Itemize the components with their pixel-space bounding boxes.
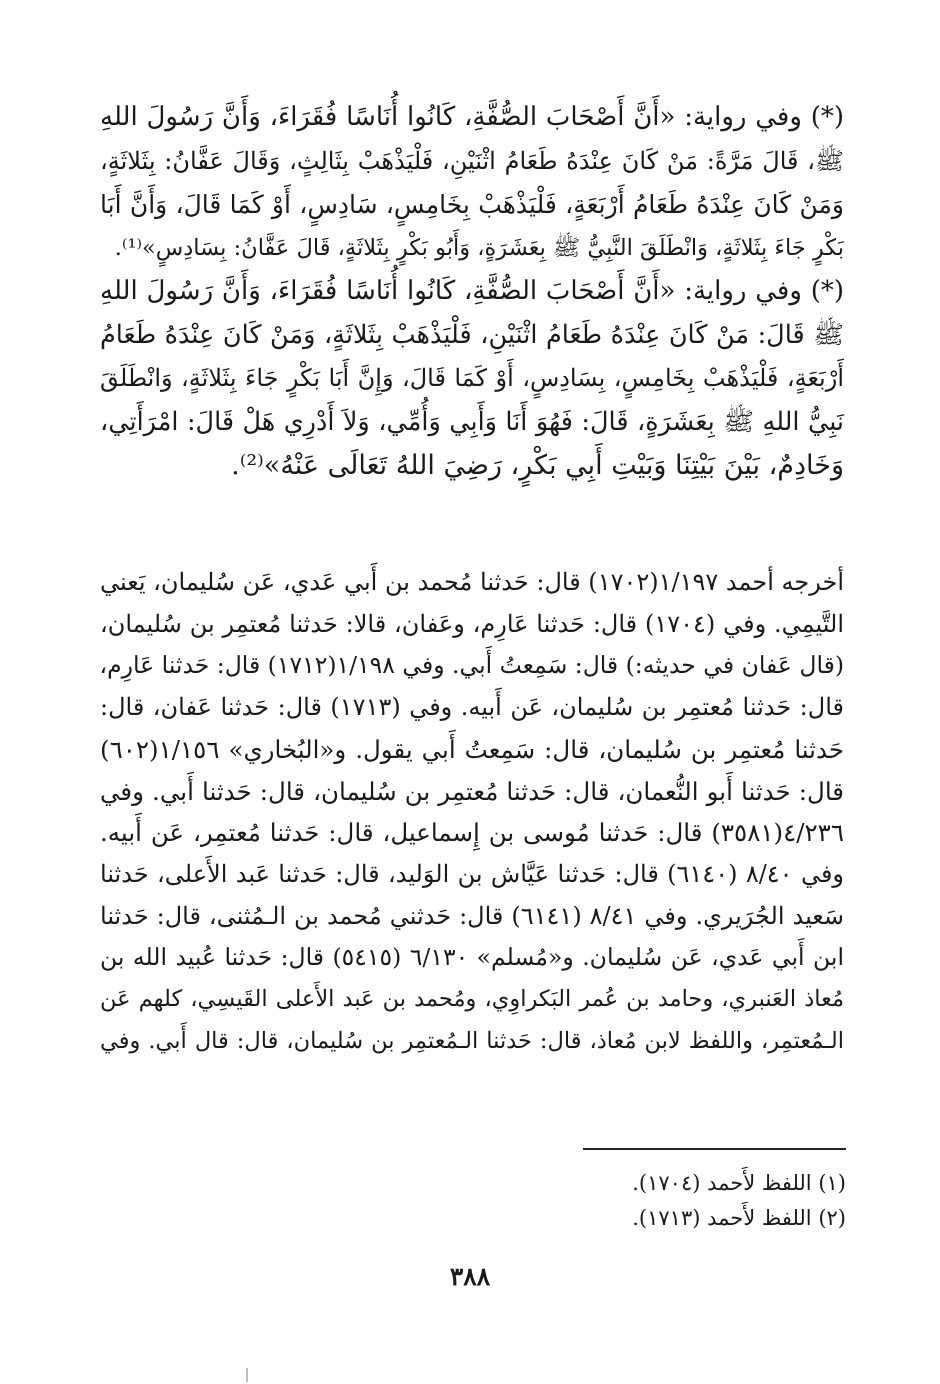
text-line: وفي ٨/٤٠ (٦١٤٠) قال: حَدثنا عَيَّاش بن الوَليد، قال: حَدثنا عَبد الأَعلى، حَدثنا bbox=[100, 859, 845, 888]
text-line: نَبِيُّ اللهِ ﷺ بِعَشَرَةٍ، قَالَ: فَهُوَ أَنَا وَأَبِي وَأُمِّي، وَلاَ أَدْرِي هَلْ قَالَ: امْرَأَتِي، bbox=[100, 406, 844, 437]
text-line: بَكْرٍ جَاءَ بِثَلاثَةٍ، وَانْطَلَقَ النَّبِيُّ ﷺ بِعَشَرَةٍ، وَأَبُو بَكْرٍ بِثَلاثَةٍ، قَالَ عَفَّانُ: بِسَادِسٍ»⁽¹⁾. bbox=[114, 234, 844, 261]
text-line: قال: حَدثنا مُعتمِر بن سُليمان، عَن أَبيه. وفي (١٧١٣) قال: حَدثنا عَفان، قال: bbox=[100, 693, 844, 722]
hadith-text bbox=[100, 96, 844, 488]
text-line: أَرْبَعَةٍ، فَلْيَذْهَبْ بِخَامِسٍ، بِسَادِسٍ، أَوْ كَمَا قَالَ، وَإِنَّ أَبَا بَكْرٍ جَاءَ بِثَلاثَةٍ، وَانْطَلَقَ bbox=[100, 364, 844, 392]
footnote-2: (٢) اللفظ لأَحمد (١٧١٣). bbox=[632, 1206, 846, 1230]
text-line: قال: حَدثنا أَبو النُّعمان، قال: حَدثنا مُعتمِر بن سُليمان، قال: حَدثنا أَبي. وفي bbox=[100, 776, 844, 806]
scan-mark bbox=[246, 1368, 248, 1382]
text-line: ﷺ قَالَ: مَنْ كَانَ عِنْدَهُ طَعَامُ اثْنَيْنِ، فَلْيَذْهَبْ بِثَلاثَةٍ، وَمَنْ كَانَ عِنْدَهُ طَعَامُ bbox=[100, 319, 844, 350]
page-number: ٣٨٨ bbox=[449, 1262, 491, 1291]
text-line: (قال عَفان في حديثه:) قال: سَمِعتُ أَبي. وفي ١/١٩٨(١٧١٢) قال: حَدثنا عَارِم، bbox=[99, 651, 844, 680]
text-line: وَمَنْ كَانَ عِنْدَهُ طَعَامُ أَرْبَعَةٍ، فَلْيَذْهَبْ بِخَامِسٍ، سَادِسٍ، أَوْ كَمَا قَالَ، وَأَنَّ أَبَا bbox=[100, 190, 844, 219]
text-line: مُعاذ العَنبري، وحامد بن عُمر البَكراوِي، ومُحمد بن عَبد الأَعلى القَيسِي، كلهم عَن bbox=[100, 986, 844, 1013]
text-line: حَدثنا مُعتمِر بن سُليمان، قال: سَمِعتُ أَبي يقول. و«البُخاري» ١/١٥٦(٦٠٢) bbox=[100, 734, 844, 764]
text-line: ٤/٢٣٦(٣٥٨١) قال: حَدثنا مُوسى بن إِسماعيل، قال: حَدثنا مُعتمِر، عَن أَبيه. bbox=[100, 818, 844, 848]
text-line: ابن أَبي عَدي، عَن سُليمان. و«مُسلم» ٦/١٣٠ (٥٤١٥) قال: حَدثنا عُبيد الله بن bbox=[100, 943, 845, 972]
footnote-1: (١) اللفظ لأَحمد (١٧٠٤). bbox=[632, 1171, 846, 1195]
text-line: (*) وفي رواية: «أَنَّ أَصْحَابَ الصُّفَّةِ، كَانُوا أُنَاسًا فُقَرَاءَ، وَأَنَّ رَسُولَ اللهِ bbox=[100, 276, 844, 306]
text-line: سَعيد الجُرَيري. وفي ٨/٤١ (٦١٤١) قال: حَدثني مُحمد بن الـمُثنى، قال: حَدثنا bbox=[100, 901, 844, 930]
takhrij-paragraph bbox=[100, 562, 844, 1062]
text-line: ﷺ، قَالَ مَرَّةً: مَنْ كَانَ عِنْدَهُ طَعَامُ اثْنَيْنِ، فَلْيَذْهَبْ بِثَالِثٍ، وَقَالَ عَفَّانُ: بِثَلاثَةٍ، bbox=[100, 146, 844, 175]
footnote-divider bbox=[583, 1148, 846, 1150]
takhrij-text bbox=[100, 562, 844, 1062]
text-line: التَّيمِي. وفي (١٧٠٤) قال: حَدثنا عَارِم، وعَفان، قالا: حَدثنا مُعتمِر بن سُليمان، bbox=[100, 609, 844, 638]
hadith-paragraph-1 bbox=[100, 96, 844, 270]
footnotes bbox=[500, 1166, 846, 1236]
text-line: أخرجه أحمد ١/١٩٧(١٧٠٢) قال: حَدثنا مُحمد بن أَبي عَدي، عَن سُليمان، يَعني bbox=[100, 568, 844, 596]
text-line: وَخَادِمٌ، بَيْنَ بَيْتِنَا وَبَيْتِ أَبِي بَكْرٍ، رَضِيَ اللهُ تَعَالَى عَنْهُ»⁽²⁾. bbox=[231, 450, 844, 481]
text-line: (*) وفي رواية: «أَنَّ أَصْحَابَ الصُّفَّةِ، كَانُوا أُنَاسًا فُقَرَاءَ، وَأَنَّ رَسُولَ اللهِ bbox=[100, 102, 844, 132]
text-line: الـمُعتمِر، واللفظ لابن مُعاذ، قال: حَدثنا الـمُعتمِر بن سُليمان، قال: قال أَبي. وفي bbox=[100, 1027, 844, 1054]
hadith-paragraph-2 bbox=[100, 270, 844, 488]
